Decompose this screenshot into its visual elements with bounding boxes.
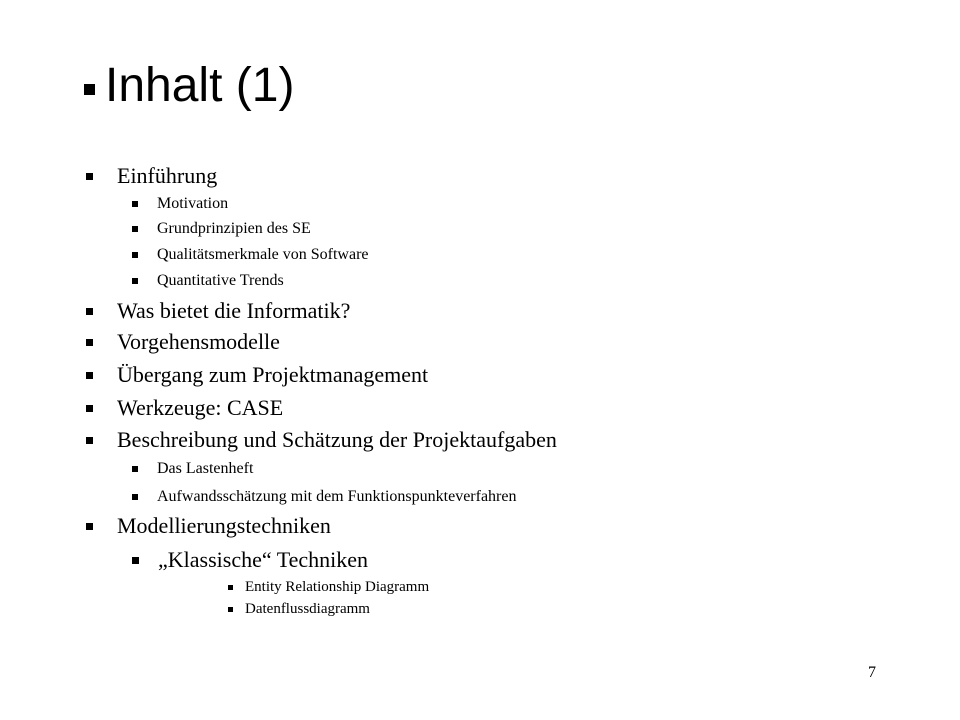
outline-item-label: Vorgehensmodelle [117,329,280,354]
outline-item-level-3 [228,600,370,618]
square-bullet-icon [86,308,93,315]
outline-item-level-2 [132,245,369,265]
outline-item-level-3 [228,578,429,596]
outline-item-label: Was bietet die Informatik? [117,298,351,323]
square-bullet-icon [132,226,138,232]
slide-title-text: Inhalt (1) [105,59,295,112]
outline-item-label: Beschreibung und Schätzung der Projektaufgaben [117,427,557,452]
outline-item-level-2 [132,459,253,479]
square-bullet-icon [86,339,93,346]
outline-item-label: Motivation [157,195,229,212]
outline-item-level-2 [132,271,284,291]
square-bullet-icon [132,466,138,472]
outline-item-level-2 [132,487,516,507]
outline-item-level-1 [86,513,331,539]
outline-item-level-1 [86,329,280,355]
square-bullet-icon [132,201,138,207]
outline-item-level-2 [132,219,311,239]
square-bullet-icon [132,278,138,284]
outline-item-level-2 [132,194,228,214]
square-bullet-icon [132,252,138,258]
outline-item-level-1 [86,427,557,453]
outline-item-label: Einführung [117,163,218,188]
outline-item-level-1 [86,362,428,388]
outline-item-level-1 [86,395,283,421]
slide-title [84,58,294,114]
outline-item-level-1 [86,298,350,324]
square-bullet-icon [132,494,138,500]
square-bullet-icon [86,405,93,412]
square-bullet-icon [86,437,93,444]
outline-item-label: Das Lastenheft [157,460,254,477]
outline-item-label: Übergang zum Projektmanagement [117,362,429,387]
square-bullet-icon [86,523,93,530]
outline-item-label: Qualitätsmerkmale von Software [157,246,369,263]
outline-item-label: Aufwandsschätzung mit dem Funktionspunkteverfahren [157,488,517,505]
outline-item-label: Datenflussdiagramm [245,601,370,617]
square-bullet-icon [228,607,233,612]
page-number: 7 [868,664,876,681]
square-bullet-icon [84,84,95,95]
square-bullet-icon [86,372,93,379]
outline-item-label: Modellierungstechniken [117,513,331,538]
outline-item-label: Quantitative Trends [157,272,284,289]
square-bullet-icon [228,585,233,590]
outline-item-label: „Klassische“ Techniken [158,547,369,572]
square-bullet-icon [132,557,139,564]
square-bullet-icon [86,173,93,180]
outline-item-level-1 [86,163,217,189]
outline-item-label: Grundprinzipien des SE [157,220,311,237]
outline-item-label: Werkzeuge: CASE [117,395,284,420]
outline-item-level-2 [132,547,368,573]
outline-item-label: Entity Relationship Diagramm [245,579,430,595]
